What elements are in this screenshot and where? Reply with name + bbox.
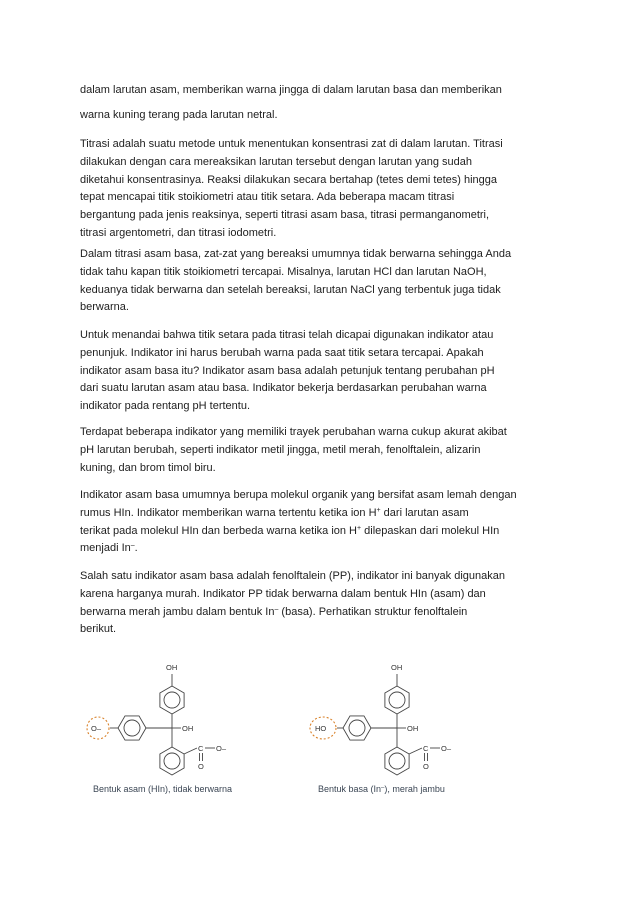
text-line [80,604,560,622]
paragraph [80,136,560,243]
text-line [80,487,560,505]
text-line [80,103,560,128]
paragraph [80,568,560,639]
text-segment: berwarna. [80,301,129,314]
text-segment: terikat pada molekul HIn dan berbeda warna ketika ion H [80,524,357,537]
aromatic-circle [164,692,180,708]
center-oh-label: OH [407,724,419,733]
text-segment: dilakukan dengan cara mereaksikan larutan tersebut dengan larutan yang sudah [80,155,472,168]
phenolphthalein-figure [60,655,500,780]
text-segment: warna kuning terang pada larutan netral. [80,108,278,121]
text-segment: keduanya tidak berwarna dan setelah bereaksi, larutan NaCl yang terbentuk juga tidak [80,283,501,296]
benzene-ring-top [160,686,184,714]
base-form-caption [318,784,445,794]
text-segment: berikut. [80,623,117,636]
circled-group-label: HO [315,724,327,733]
benzene-ring-left [118,716,146,740]
caption-text: ), merah jambu [384,784,445,794]
bond [184,748,197,754]
aromatic-circle [164,753,180,769]
text-line [80,246,560,264]
text-line [80,568,560,586]
text-segment: kuning, dan brom timol biru. [80,461,216,474]
text-segment: titrasi argentometri, dan titrasi iodometri. [80,226,277,239]
text-segment: indikator asam basa itu? Indikator asam basa adalah petunjuk tentang perubahan pH [80,364,495,377]
text-segment: bergantung pada jenis reaksinya, seperti titrasi asam basa, titrasi permanganometri, [80,209,490,222]
aromatic-circle [124,720,140,736]
text-line [80,523,560,541]
text-segment: diketahui konsentrasinya. Reaksi dilakukan secara bertahap (tetes demi tetes) hingga [80,173,498,186]
text-line [80,380,560,398]
text-segment: pH larutan berubah, seperti indikator metil jingga, metil merah, fenolftalein, alizarin [80,443,481,456]
text-segment: Untuk menandai bahwa titik setara pada titrasi telah dicapai digunakan indikator atau [80,329,494,341]
text-line [80,207,560,225]
circled-group-label: O– [91,724,102,733]
text-line [80,345,560,363]
text-line [80,621,560,639]
superscript: + [376,506,381,514]
benzene-ring-top [385,686,409,714]
aromatic-circle [389,692,405,708]
text-line [80,154,560,172]
aromatic-circle [349,720,365,736]
paragraph [80,327,560,416]
paragraph [80,487,560,558]
paragraph [80,424,560,477]
carbonyl-c-label: C [198,744,204,753]
text-segment: tepat mencapai titik stoikiometri atau titik setara. Ada beberapa macam titrasi [80,191,455,204]
caption-superscript: – [381,785,385,791]
text-segment: . [134,542,138,555]
text-segment: Salah satu indikator asam basa adalah fenolftalein (PP), indikator ini banyak digunakan [80,570,505,582]
text-segment: Indikator asam basa umumnya berupa molekul organik yang bersifat asam lemah dengan [80,489,517,501]
superscript: – [130,542,135,550]
benzene-ring-bottom [160,747,184,775]
text-segment: menjadi In [80,542,131,555]
text-line [80,363,560,381]
text-line [80,327,560,345]
text-segment: rumus HIn. Indikator memberikan warna tertentu ketika ion H [80,506,377,519]
text-segment: dari larutan asam [380,506,469,519]
text-segment: (basa). Perhatikan struktur fenolftalein [278,605,468,618]
benzene-ring-left [343,716,371,740]
text-line [80,136,560,154]
text-segment: dalam larutan asam, memberikan warna jingga di dalam larutan basa dan memberikan [80,84,502,96]
text-line [80,225,560,243]
text-segment: dilepaskan dari molekul HIn [361,524,500,537]
text-segment: Terdapat beberapa indikator yang memiliki trayek perubahan warna cukup akurat akibat [80,426,507,438]
text-line [80,189,560,207]
paragraph [80,246,560,317]
acid-form-caption: Bentuk asam (HIn), tidak berwarna [93,784,233,794]
text-line [80,540,560,558]
text-line [80,586,560,604]
top-oh-label: OH [391,663,403,672]
paragraph [80,78,560,127]
carbonyl-o-label: O [198,762,204,771]
text-segment: tidak tahu kapan titik stoikiometri tercapai. Misalnya, larutan HCl dan larutan NaOH, [80,265,487,278]
benzene-ring-bottom [385,747,409,775]
text-line [80,398,560,416]
superscript: + [357,524,362,532]
structure-diagram [60,655,500,780]
text-line [80,172,560,190]
oxide-label: O– [441,744,452,753]
text-segment: karena harganya murah. Indikator PP tidak berwarna dalam bentuk HIn (asam) dan [80,587,486,600]
text-segment: berwarna merah jambu dalam bentuk In [80,605,275,618]
superscript: – [274,605,279,613]
text-line [80,505,560,523]
text-segment: indikator pada rentang pH tertentu. [80,400,251,413]
text-segment: Titrasi adalah suatu metode untuk menentukan konsentrasi zat di dalam larutan. Titrasi [80,138,503,150]
oxide-label: O– [216,744,227,753]
text-line [80,264,560,282]
center-oh-label: OH [182,724,194,733]
text-segment: dari suatu larutan asam atau basa. Indikator bekerja berdasarkan perubahan warna [80,382,487,395]
aromatic-circle [389,753,405,769]
carbonyl-o-label: O [423,762,429,771]
text-line [80,442,560,460]
caption-text: Bentuk basa (In [318,784,382,794]
text-line [80,424,560,442]
text-line [80,299,560,317]
acid-form-structure [87,663,227,775]
text-segment: Dalam titrasi asam basa, zat-zat yang bereaksi umumnya tidak berwarna sehingga Anda [80,248,512,260]
text-line [80,460,560,478]
bond [409,748,422,754]
carbonyl-c-label: C [423,744,429,753]
text-line [80,78,560,103]
top-oh-label: OH [166,663,178,672]
base-form-structure [310,663,452,775]
text-line [80,282,560,300]
text-segment: penunjuk. Indikator ini harus berubah warna pada saat titik setara tercapai. Apakah [80,346,484,359]
